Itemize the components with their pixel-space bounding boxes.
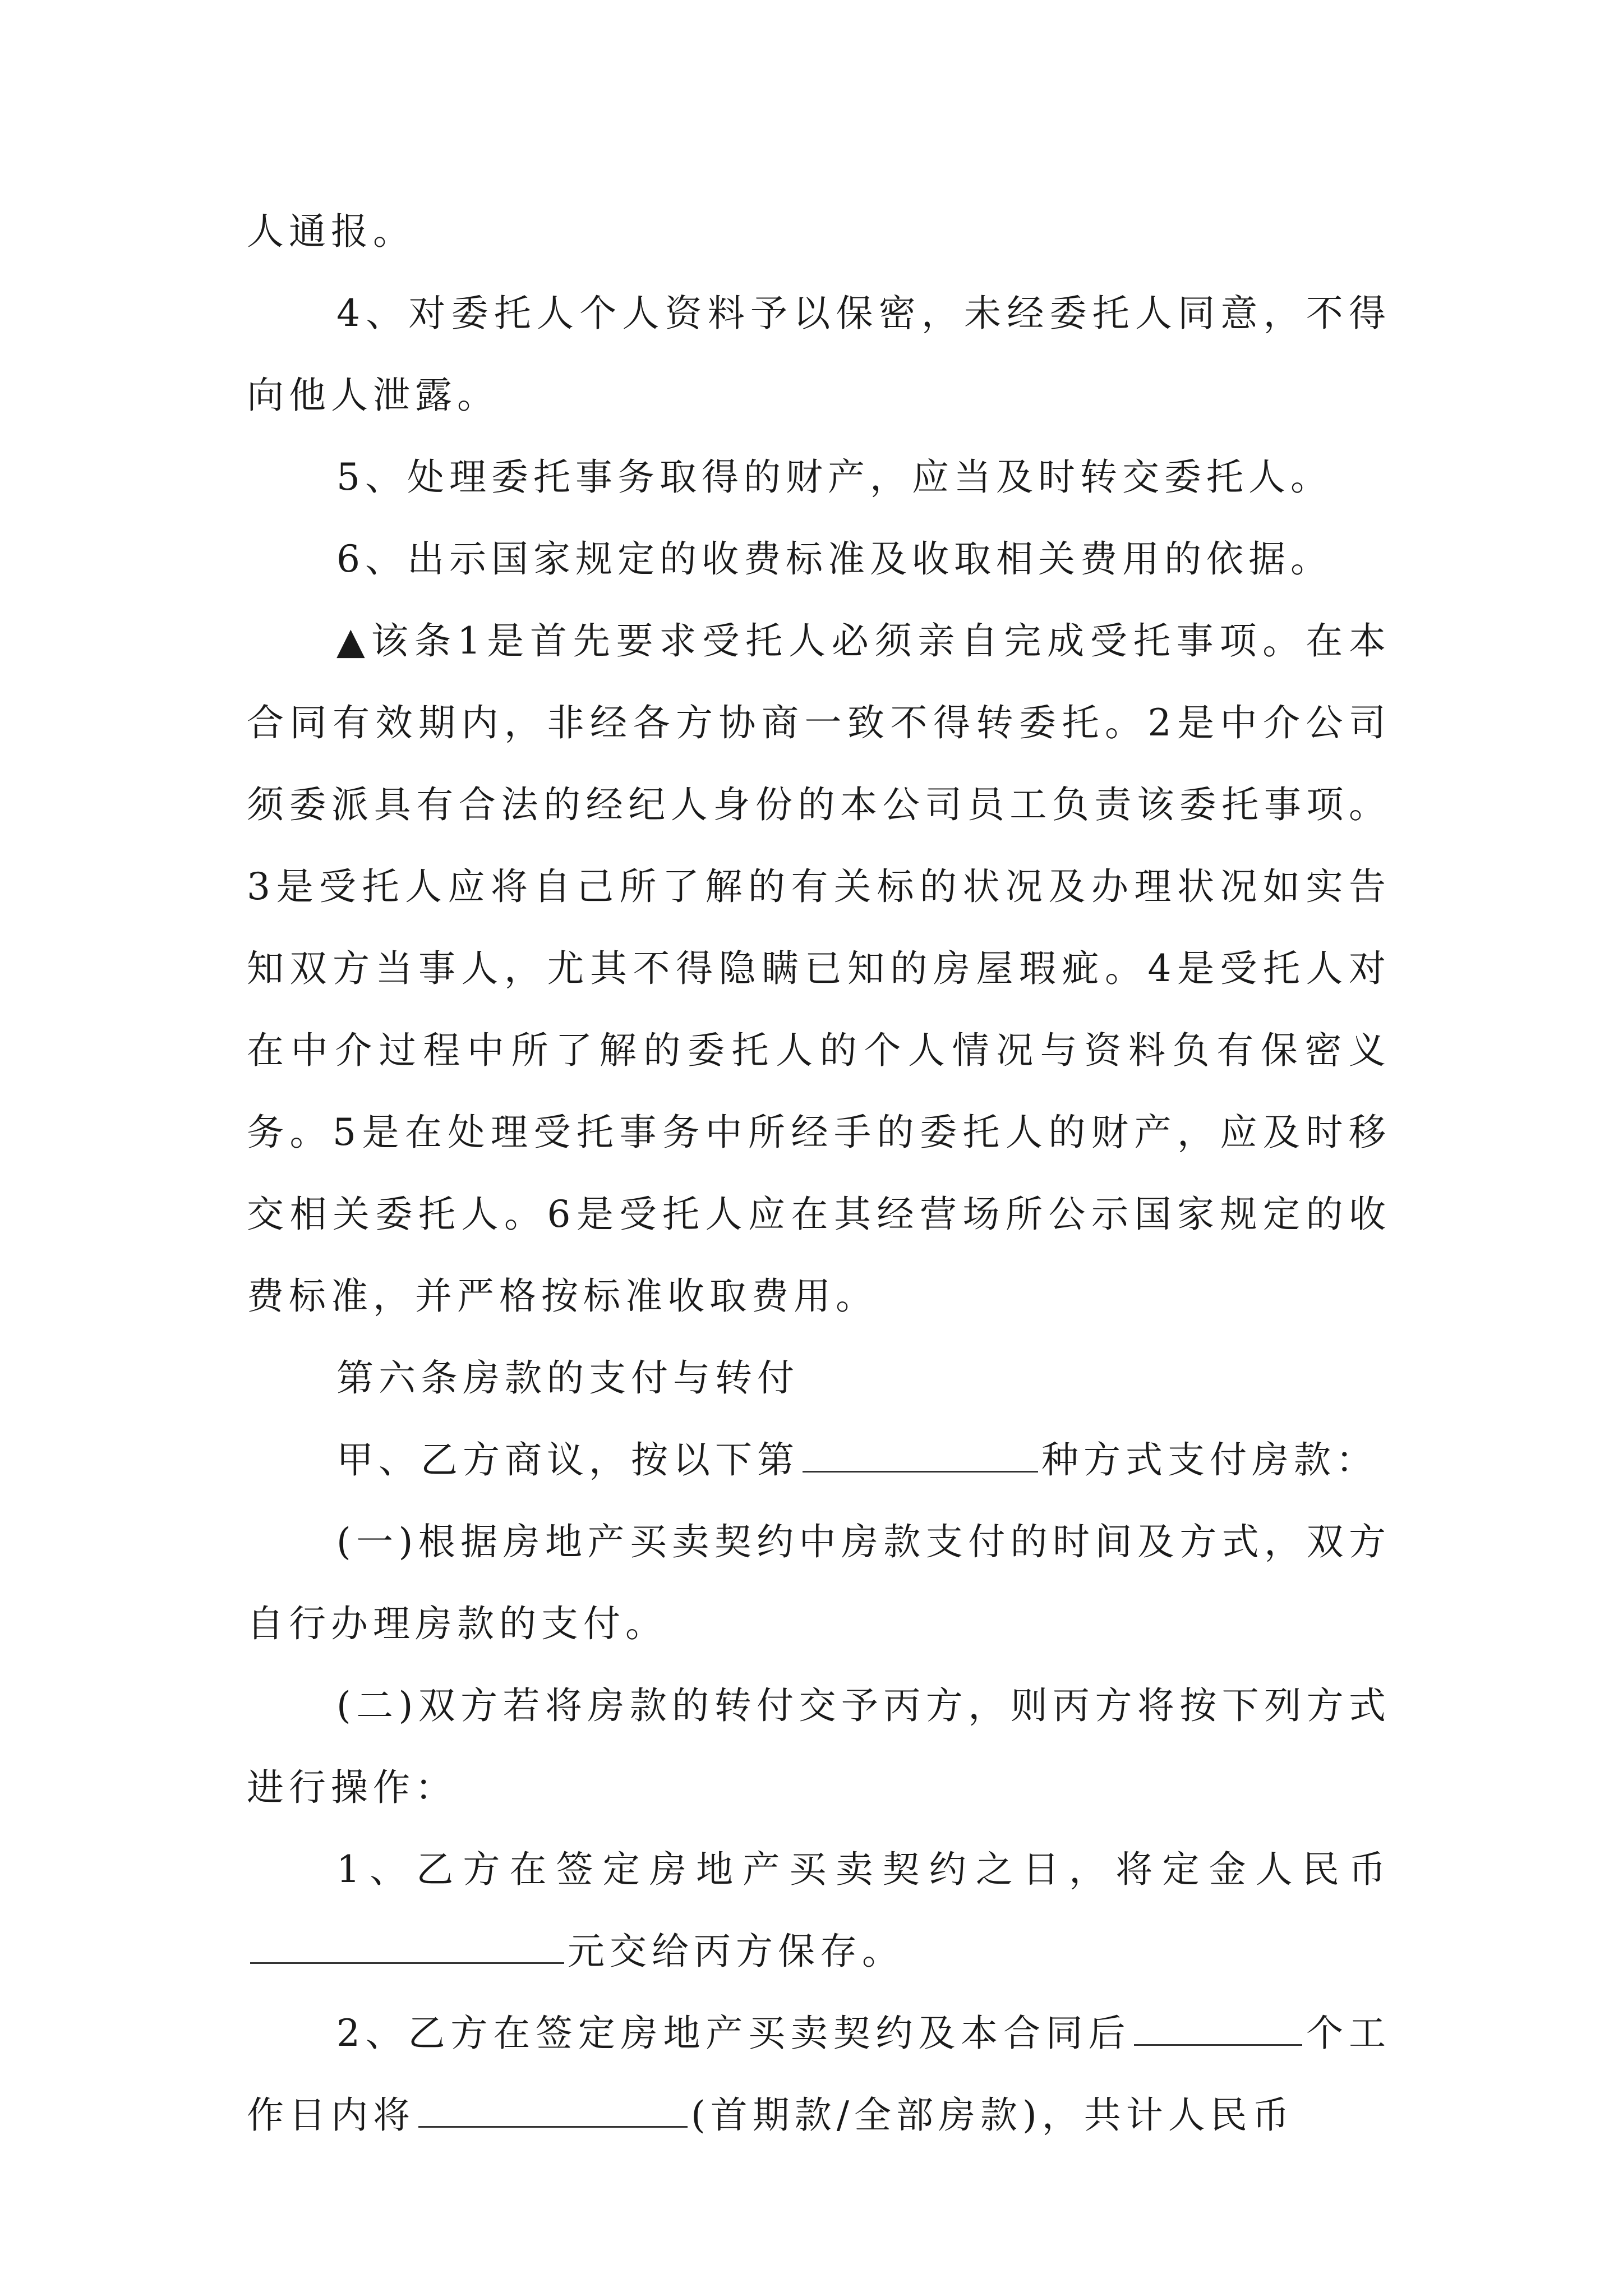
section-heading-article-6: 第六条房款的支付与转付 <box>336 1356 799 1400</box>
payment-method-text-start: 甲、乙方商议，按以下第 <box>336 1438 799 1481</box>
paragraph-continuation: 人通报。 <box>247 210 415 253</box>
paragraph-option-1: (一)根据房地产买卖契约中房款支付的时间及方式，双方自行办理房款的支付。 <box>247 1520 1391 1645</box>
deposit-text-start: 1、乙方在签定房地产买卖契约之日，将定金人民币 <box>336 1848 1391 1891</box>
payment-method-blank[interactable] <box>803 1438 1038 1473</box>
document-body <box>247 191 1391 2156</box>
down-payment-text-end: (首期款/全部房款)，共计人民币 <box>691 2093 1294 2137</box>
paragraph-down-payment <box>247 1993 1391 2156</box>
deposit-text-end: 元交给丙方保存。 <box>568 1930 904 1973</box>
workdays-blank[interactable] <box>1134 2011 1302 2046</box>
payment-method-text-end: 种方式支付房款： <box>1041 1438 1378 1481</box>
down-payment-text-mid: 个工作日内将 <box>247 2012 1391 2137</box>
paragraph-deposit <box>247 1829 1391 1993</box>
paragraph-item-6: 6、出示国家规定的收费标准及收取相关费用的依据。 <box>336 537 1332 581</box>
paragraph-payment-method <box>247 1419 1391 1501</box>
paragraph-item-4: 4、对委托人个人资料予以保密，未经委托人同意，不得向他人泄露。 <box>247 292 1391 417</box>
deposit-amount-blank[interactable] <box>250 1929 564 1964</box>
paragraph-note: ▲该条1是首先要求受托人必须亲自完成受托事项。在本合同有效期内，非经各方协商一致不得转委托。2是中介公司须委派具有合法的经纪人身份的本公司员工负责该委托事项。3是受托人应将自己所了解的有关标的状况及办理状况如实告知双方当事人，尤其不得隐瞒已知的房屋瑕疵。4是受托人对在中介过程中所了解的委托人的个人情况与资料负有保密义务。5是在处理受托事务中所经手的委托人的财产，应及时移交相关委托人。6是受托人应在其经营场所公示国家规定的收费标准，并严格按标准收取费用。 <box>247 619 1391 1318</box>
paragraph-option-2: (二)双方若将房款的转付交予丙方，则丙方将按下列方式进行操作： <box>247 1684 1391 1809</box>
payment-type-blank[interactable] <box>418 2093 688 2128</box>
paragraph-item-5: 5、处理委托事务取得的财产，应当及时转交委托人。 <box>336 455 1332 499</box>
down-payment-text-start: 2、乙方在签定房地产买卖契约及本合同后 <box>336 2012 1131 2055</box>
